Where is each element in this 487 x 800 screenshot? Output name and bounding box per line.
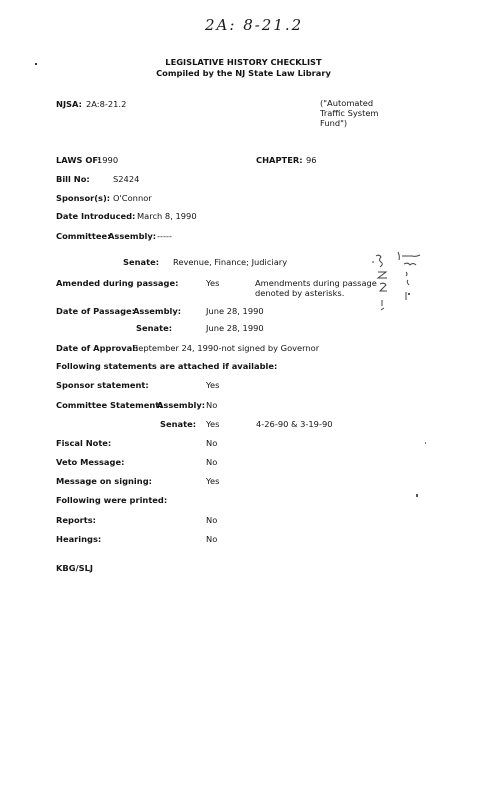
date-introduced-label: Date Introduced: [56,211,136,221]
committee-senate-value: Revenue, Finance; Judiciary [173,257,288,267]
amended-note-line1: Amendments during passage [255,278,377,288]
committee-senate-label: Senate: [123,257,160,267]
title-note-line3: Fund") [320,118,348,128]
amended-note-line2: denoted by asterisks. [255,288,345,298]
initials: KBG/SLJ [56,563,93,573]
hearings-label: Hearings: [56,534,102,544]
document-title: LEGISLATIVE HISTORY CHECKLIST [165,57,322,67]
printed-heading: Following were printed: [56,495,168,505]
reports-value: No [206,515,218,525]
approval-value: September 24, 1990-not signed by Governor [133,343,320,353]
fiscal-note-label: Fiscal Note: [56,438,112,448]
fiscal-note-value: No [206,438,218,448]
sponsors-value: O'Connor [113,193,152,203]
passage-assembly-value: June 28, 1990 [206,306,264,316]
laws-of-label: LAWS OF: [56,155,101,165]
njsa-label: NJSA: [56,99,82,109]
scan-speck [425,442,426,444]
approval-label: Date of Approval: [56,343,139,353]
handwritten-citation: 2A: 8-21.2 [205,16,304,34]
bill-no-value: S2424 [113,174,140,184]
veto-message-value: No [206,457,218,467]
bill-no-label: Bill No: [56,174,90,184]
passage-label: Date of Passage: [56,306,135,316]
committee-statement-senate-dates: 4-26-90 & 3-19-90 [256,419,333,429]
laws-of-value: 1990 [97,155,119,165]
reports-label: Reports: [56,515,96,525]
message-on-signing-label: Message on signing: [56,476,152,486]
sponsor-statement-label: Sponsor statement: [56,380,149,390]
sponsor-statement-value: Yes [206,380,220,390]
committee-statement-assembly-value: No [206,400,218,410]
date-introduced-value: March 8, 1990 [137,211,197,221]
committee-statement-assembly-label: Assembly: [157,400,206,410]
document-subtitle: Compiled by the NJ State Law Library [156,68,331,78]
committee-assembly-value: ----- [157,231,172,241]
veto-message-label: Veto Message: [56,457,125,467]
passage-senate-label: Senate: [136,323,173,333]
committee-statement-senate-label: Senate: [160,419,197,429]
amended-value: Yes [206,278,220,288]
passage-senate-value: June 28, 1990 [206,323,264,333]
committee-statement-senate-value: Yes [206,419,220,429]
passage-assembly-label: Assembly: [133,306,182,316]
title-note-line2: Traffic System [320,108,379,118]
chapter-label: CHAPTER: [256,155,303,165]
scan-speck [416,494,418,497]
margin-handwriting [368,248,434,318]
message-on-signing-value: Yes [206,476,220,486]
committee-statement-label: Committee Statement: [56,400,163,410]
committee-assembly-label: Assembly: [108,231,157,241]
njsa-value: 2A:8-21.2 [86,99,127,109]
statements-heading: Following statements are attached if available: [56,361,278,371]
committee-label: Committee: [56,231,111,241]
title-note-line1: ("Automated [320,98,374,108]
chapter-value: 96 [306,155,317,165]
sponsors-label: Sponsor(s): [56,193,111,203]
scan-speck [408,293,410,295]
hearings-value: No [206,534,218,544]
amended-label: Amended during passage: [56,278,179,288]
